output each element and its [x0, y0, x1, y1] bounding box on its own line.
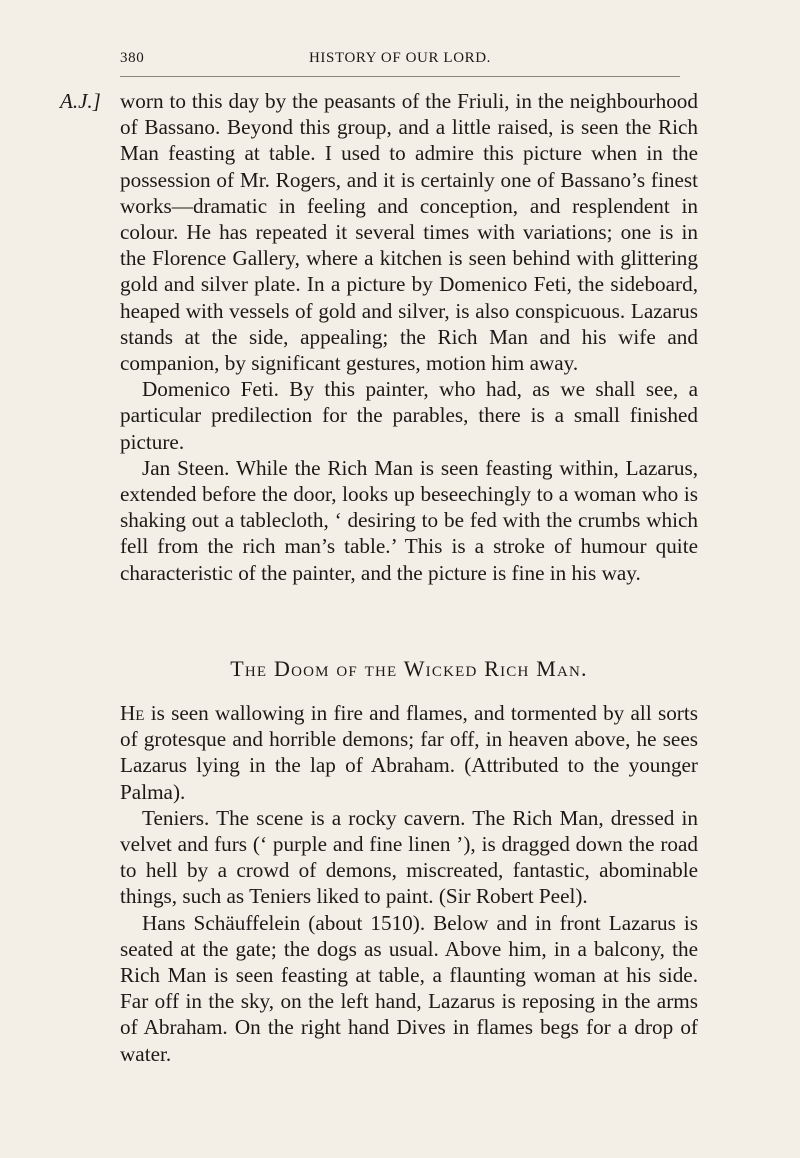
lead-word: He: [120, 701, 145, 725]
section-1-text: [120, 88, 698, 586]
section-title: The Doom of the Wicked Rich Man.: [230, 656, 588, 681]
paragraph: [120, 700, 698, 805]
paragraph: Teniers. The scene is a rocky cavern. The Rich Man, dressed in velvet and furs (‘ purple and fine linen ’), is dragged down the road to hell by a crowd of demons, miscreated, fantastic, abominable things, such as Teniers liked to paint. (Sir Robert Peel).: [120, 805, 698, 909]
paragraph: Hans Schäuffelein (about 1510). Below and in front Lazarus is seated at the gate; the dogs as usual. Above him, in a balcony, the Rich Man is seen feasting at table, a flaunting woman at his side. Far off in the sky, on the left hand, Lazarus is reposing in the arms of Abraham. On the right hand Dives in flames begs for a drop of water.: [120, 910, 698, 1066]
running-head: HISTORY OF OUR LORD.: [308, 50, 492, 66]
page-number: 380: [120, 50, 145, 66]
paragraph: worn to this day by the peasants of the Friuli, in the neighbourhood of Bassano. Beyond this group, and a little raised, is seen the Rich Man feasting at table. I used to admire this picture when in the possession of Mr. Rogers, and it is certainly one of Bassano’s finest works—dramatic in feeling and conception, and resplendent in colour. He has repeated it several times with variations; one is in the Florence Gallery, where a kitchen is seen behind with glittering gold and silver plate. In a picture by Domenico Feti, the sideboard, heaped with vessels of gold and silver, is also conspicuous. Lazarus stands at the side, appealing; the Rich Man and his wife and companion, by significant gestures, motion him away.: [120, 89, 698, 376]
paragraph: Domenico Feti. By this painter, who had, as we shall see, a particular predilection for the parables, there is a small finished picture.: [120, 377, 698, 454]
paragraph: Jan Steen. While the Rich Man is seen feasting within, Lazarus, extended before the door, looks up beseechingly to a woman who is shaking out a tablecloth, ‘ desiring to be fed with the crumbs which fell from the rich man’s table.’ This is a stroke of humour quite characteristic of the painter, and the picture is fine in his way.: [120, 455, 698, 585]
margin-note: A.J.]: [60, 89, 101, 113]
section-2-text: [120, 700, 698, 1067]
paragraph-text: is seen wallowing in fire and flames, and tormented by all sorts of grotesque and horrible demons; far off, in heaven above, he sees Lazarus lying in the lap of Abraham. (Attributed to the younger Palma).: [120, 701, 698, 804]
header-rule: [120, 76, 680, 77]
page-header: [120, 50, 680, 72]
